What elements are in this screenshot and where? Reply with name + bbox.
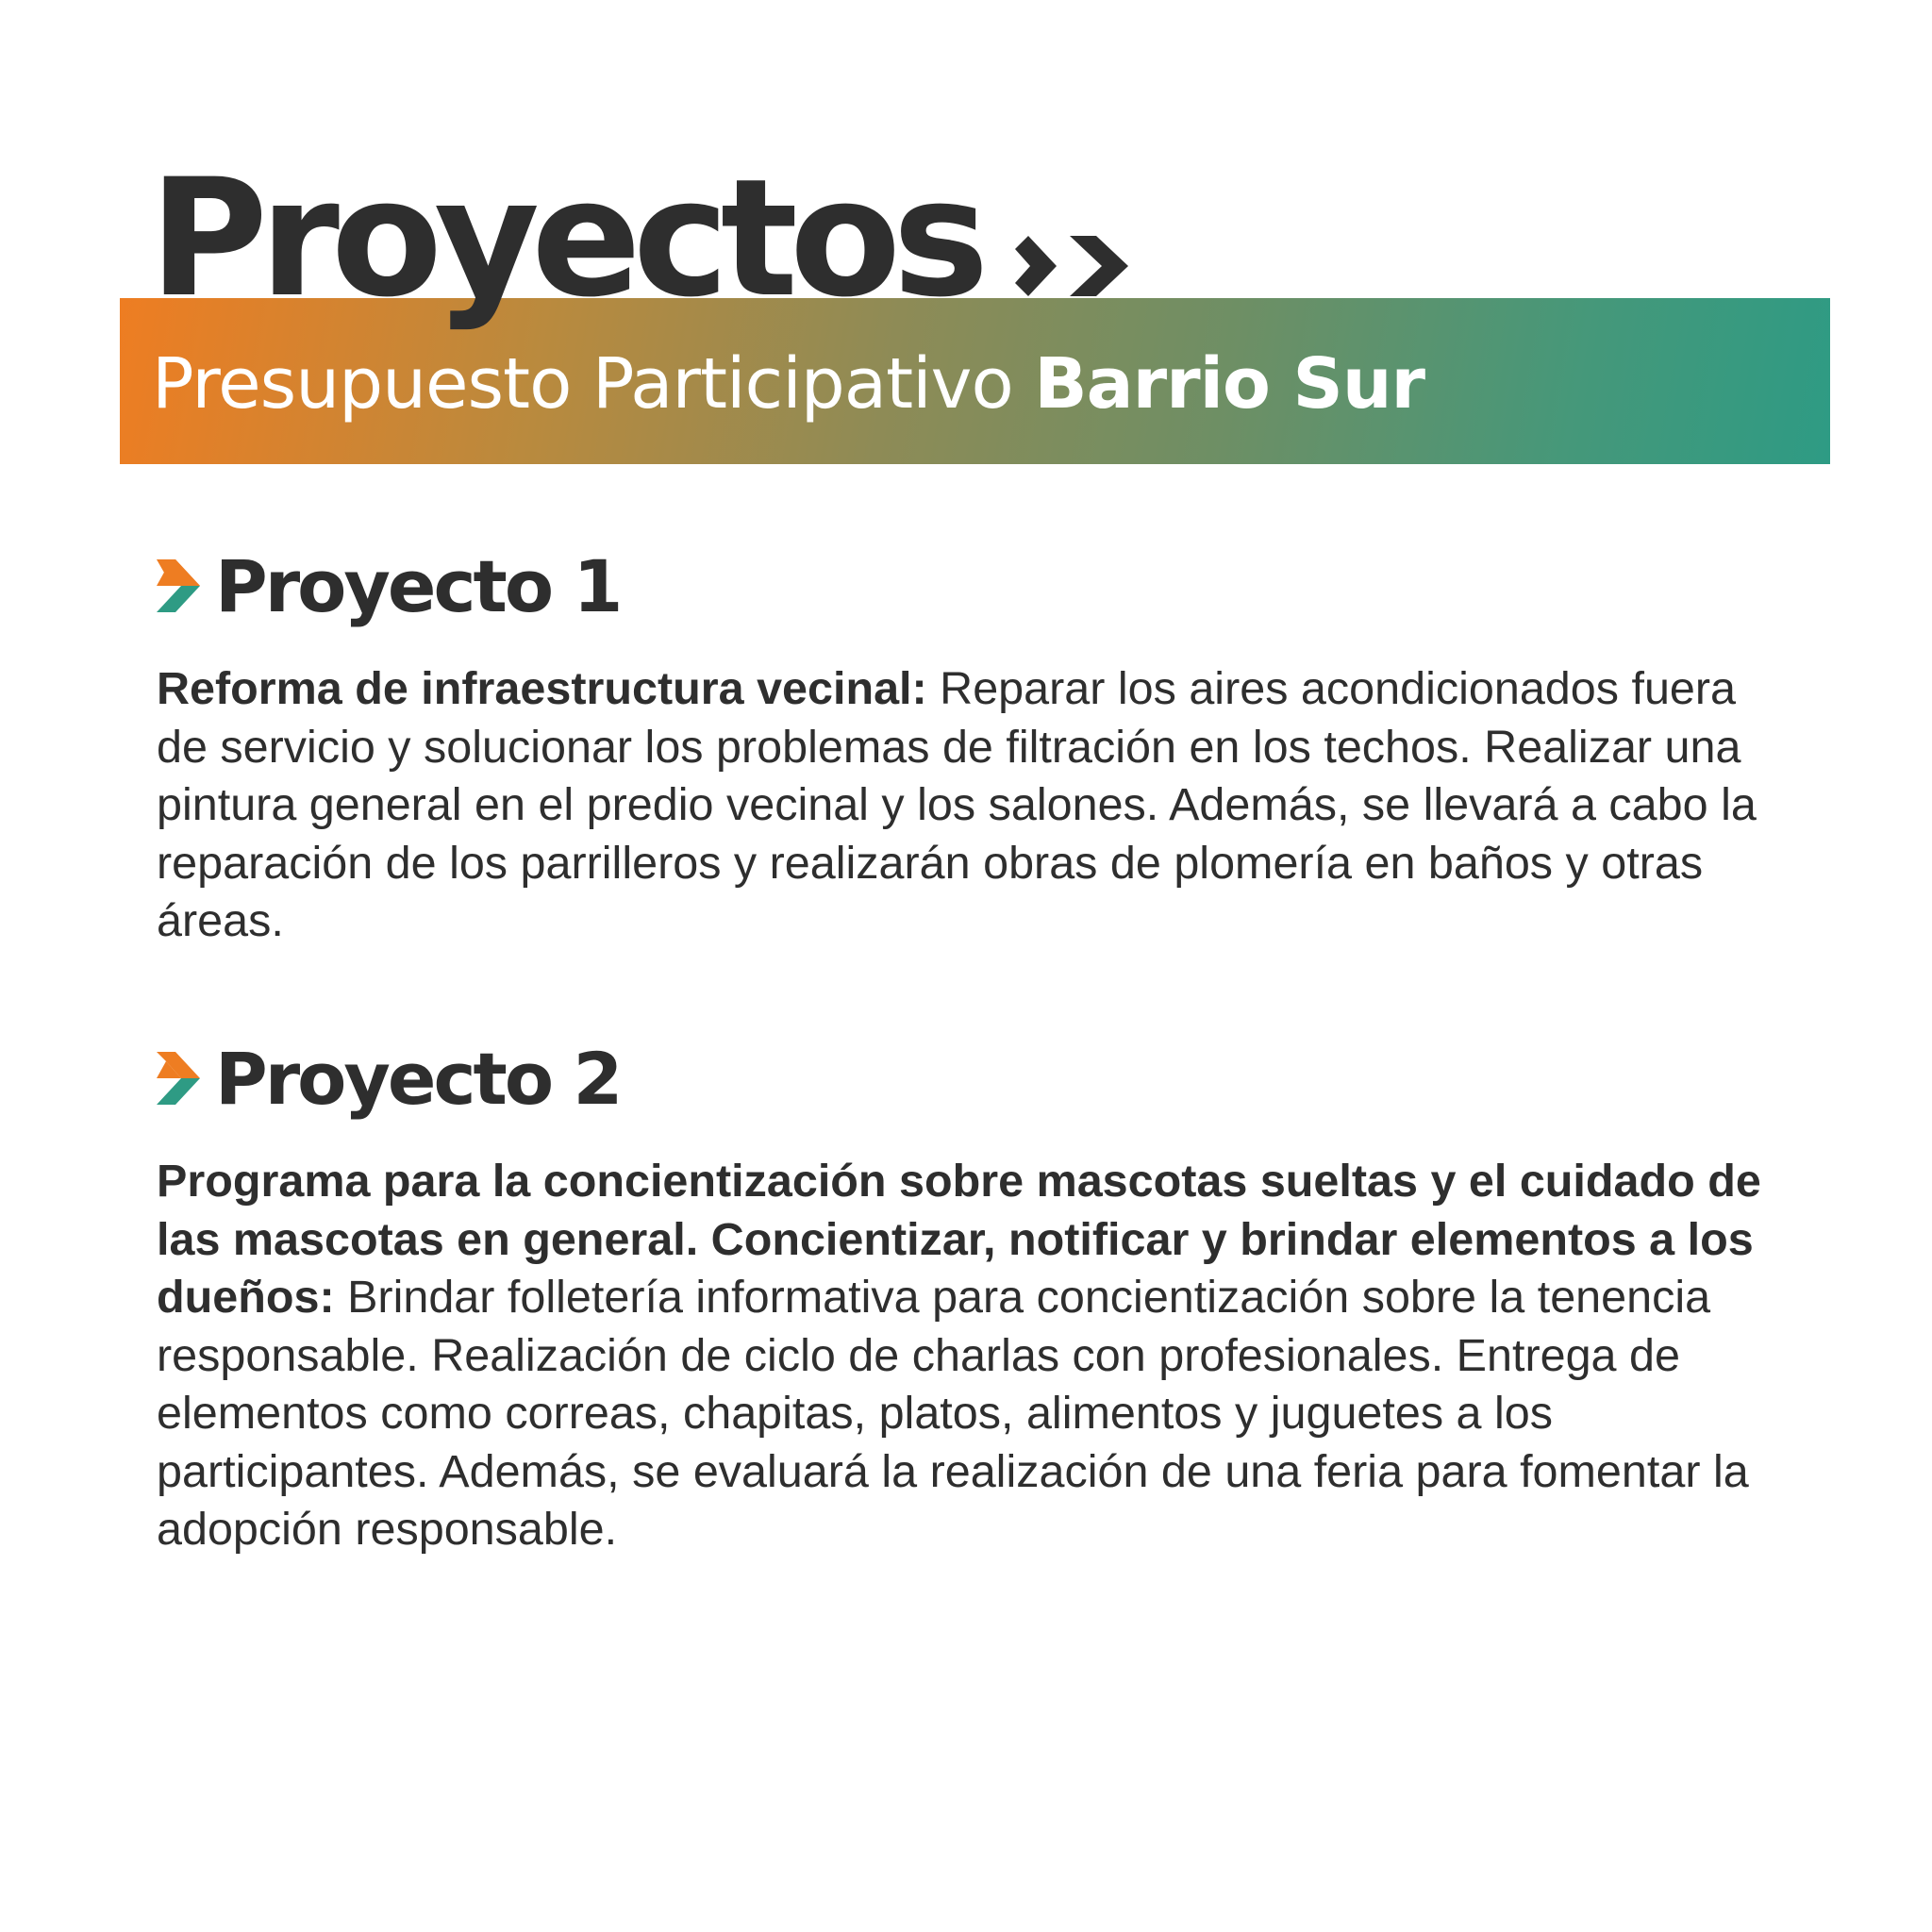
project-body-text: Reparar los aires acondicionados fuera de servicio y solucionar los problemas de filtración en los techos. Realizar una pintura general en el predio vecinal y los salones. Además, se llevará a cabo la reparación de los parrilleros y realizarán obras de plomería en baños y otras áreas. (157, 663, 1757, 946)
double-chevron-right-icon (1015, 236, 1128, 296)
chevron-right-icon (157, 559, 200, 612)
header-title-row (149, 143, 1128, 333)
page-title: Proyectos (149, 143, 981, 333)
project-heading (157, 543, 1798, 628)
project-section-2 (157, 1036, 1798, 1559)
project-body-text: Brindar folletería informativa para concientización sobre la tenencia responsable. Realización de ciclo de charlas con profesionales. Entrega de elementos como correas, chapitas, platos, alimentos y juguetes a los participantes. Además, se evaluará la realización de una feria para fomentar la adopción responsable. (157, 1272, 1749, 1555)
project-heading (157, 1036, 1798, 1121)
chevron-right-icon (157, 1052, 200, 1105)
project-description (157, 660, 1798, 951)
subtitle-bold: Barrio Sur (1034, 343, 1425, 425)
project-title: Proyecto 1 (215, 543, 621, 628)
project-description (157, 1153, 1798, 1559)
banner-subtitle (152, 343, 1424, 425)
project-lead: Reforma de infraestructura vecinal: (157, 663, 927, 714)
project-lead: Programa para la concientización sobre mascotas sueltas y el cuidado de las mascotas en general. Concientizar, notificar y brindar elementos a los dueños: (157, 1156, 1761, 1323)
subtitle-regular: Presupuesto Participativo (152, 343, 1035, 425)
project-section-1 (157, 543, 1798, 951)
project-title: Proyecto 2 (215, 1036, 621, 1121)
